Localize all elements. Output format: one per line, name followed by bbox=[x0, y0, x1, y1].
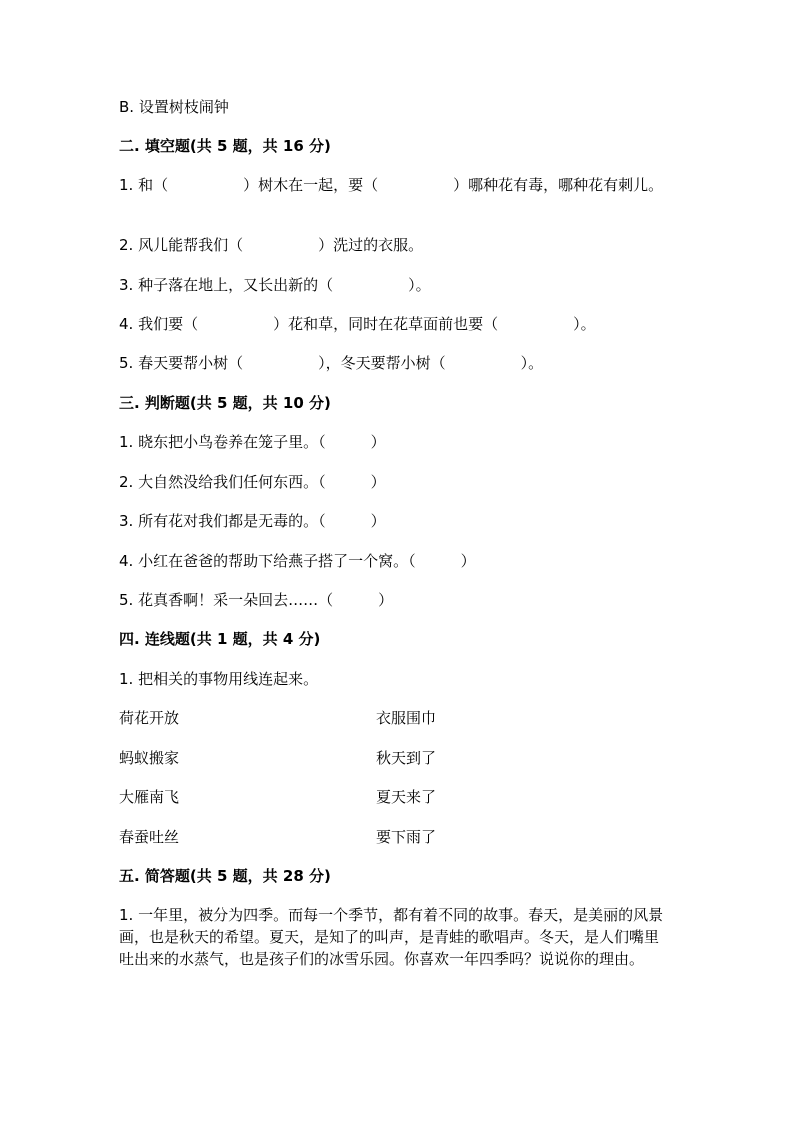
match-right-item: 衣服围巾 bbox=[376, 709, 437, 727]
option-b: B. 设置树枝闹钟 bbox=[119, 98, 229, 116]
judge-question-2: 2. 大自然没给我们任何东西。（ ） bbox=[119, 473, 386, 491]
judge-question-1: 1. 晓东把小鸟卷养在笼子里。（ ） bbox=[119, 433, 386, 451]
judge-question-3: 3. 所有花对我们都是无毒的。（ ） bbox=[119, 512, 386, 530]
fill-question-1: 1. 和（ ）树木在一起，要（ ）哪种花有毒，哪种花有刺儿。 bbox=[119, 176, 664, 194]
match-right-item: 夏天来了 bbox=[376, 788, 437, 806]
section-4-heading: 四. 连线题(共 1 题，共 4 分) bbox=[119, 630, 321, 648]
match-left-item: 大雁南飞 bbox=[119, 788, 180, 806]
judge-question-5: 5. 花真香啊！采一朵回去……（ ） bbox=[119, 591, 394, 609]
match-right-item: 秋天到了 bbox=[376, 749, 437, 767]
match-right-item: 要下雨了 bbox=[376, 828, 437, 846]
short-answer-question-1: 1. 一年里，被分为四季。而每一个季节，都有着不同的故事。春天，是美丽的风景画，也是秋天的希望。夏天，是知了的叫声，是青蛙的歌唱声。冬天，是人们嘴里吐出来的水蒸气，也是孩子们的冰雪乐园。你喜欢一年四季吗？说说你的理由。 bbox=[119, 906, 664, 968]
fill-question-2: 2. 风儿能帮我们（ ）洗过的衣服。 bbox=[119, 236, 424, 254]
judge-question-4: 4. 小红在爸爸的帮助下给燕子搭了一个窝。（ ） bbox=[119, 552, 476, 570]
section-2-heading: 二. 填空题(共 5 题，共 16 分) bbox=[119, 137, 331, 155]
match-left-item: 蚂蚁搬家 bbox=[119, 749, 180, 767]
section-5-heading: 五. 简答题(共 5 题，共 28 分) bbox=[119, 867, 331, 885]
section-3-heading: 三. 判断题(共 5 题，共 10 分) bbox=[119, 394, 331, 412]
fill-question-3: 3. 种子落在地上，又长出新的（ ）。 bbox=[119, 276, 431, 294]
match-left-item: 春蚕吐丝 bbox=[119, 828, 180, 846]
fill-question-4: 4. 我们要（ ）花和草，同时在花草面前也要（ ）。 bbox=[119, 315, 596, 333]
match-left-item: 荷花开放 bbox=[119, 709, 180, 727]
fill-question-5: 5. 春天要帮小树（ ），冬天要帮小树（ ）。 bbox=[119, 354, 544, 372]
match-question-1: 1. 把相关的事物用线连起来。 bbox=[119, 670, 319, 688]
